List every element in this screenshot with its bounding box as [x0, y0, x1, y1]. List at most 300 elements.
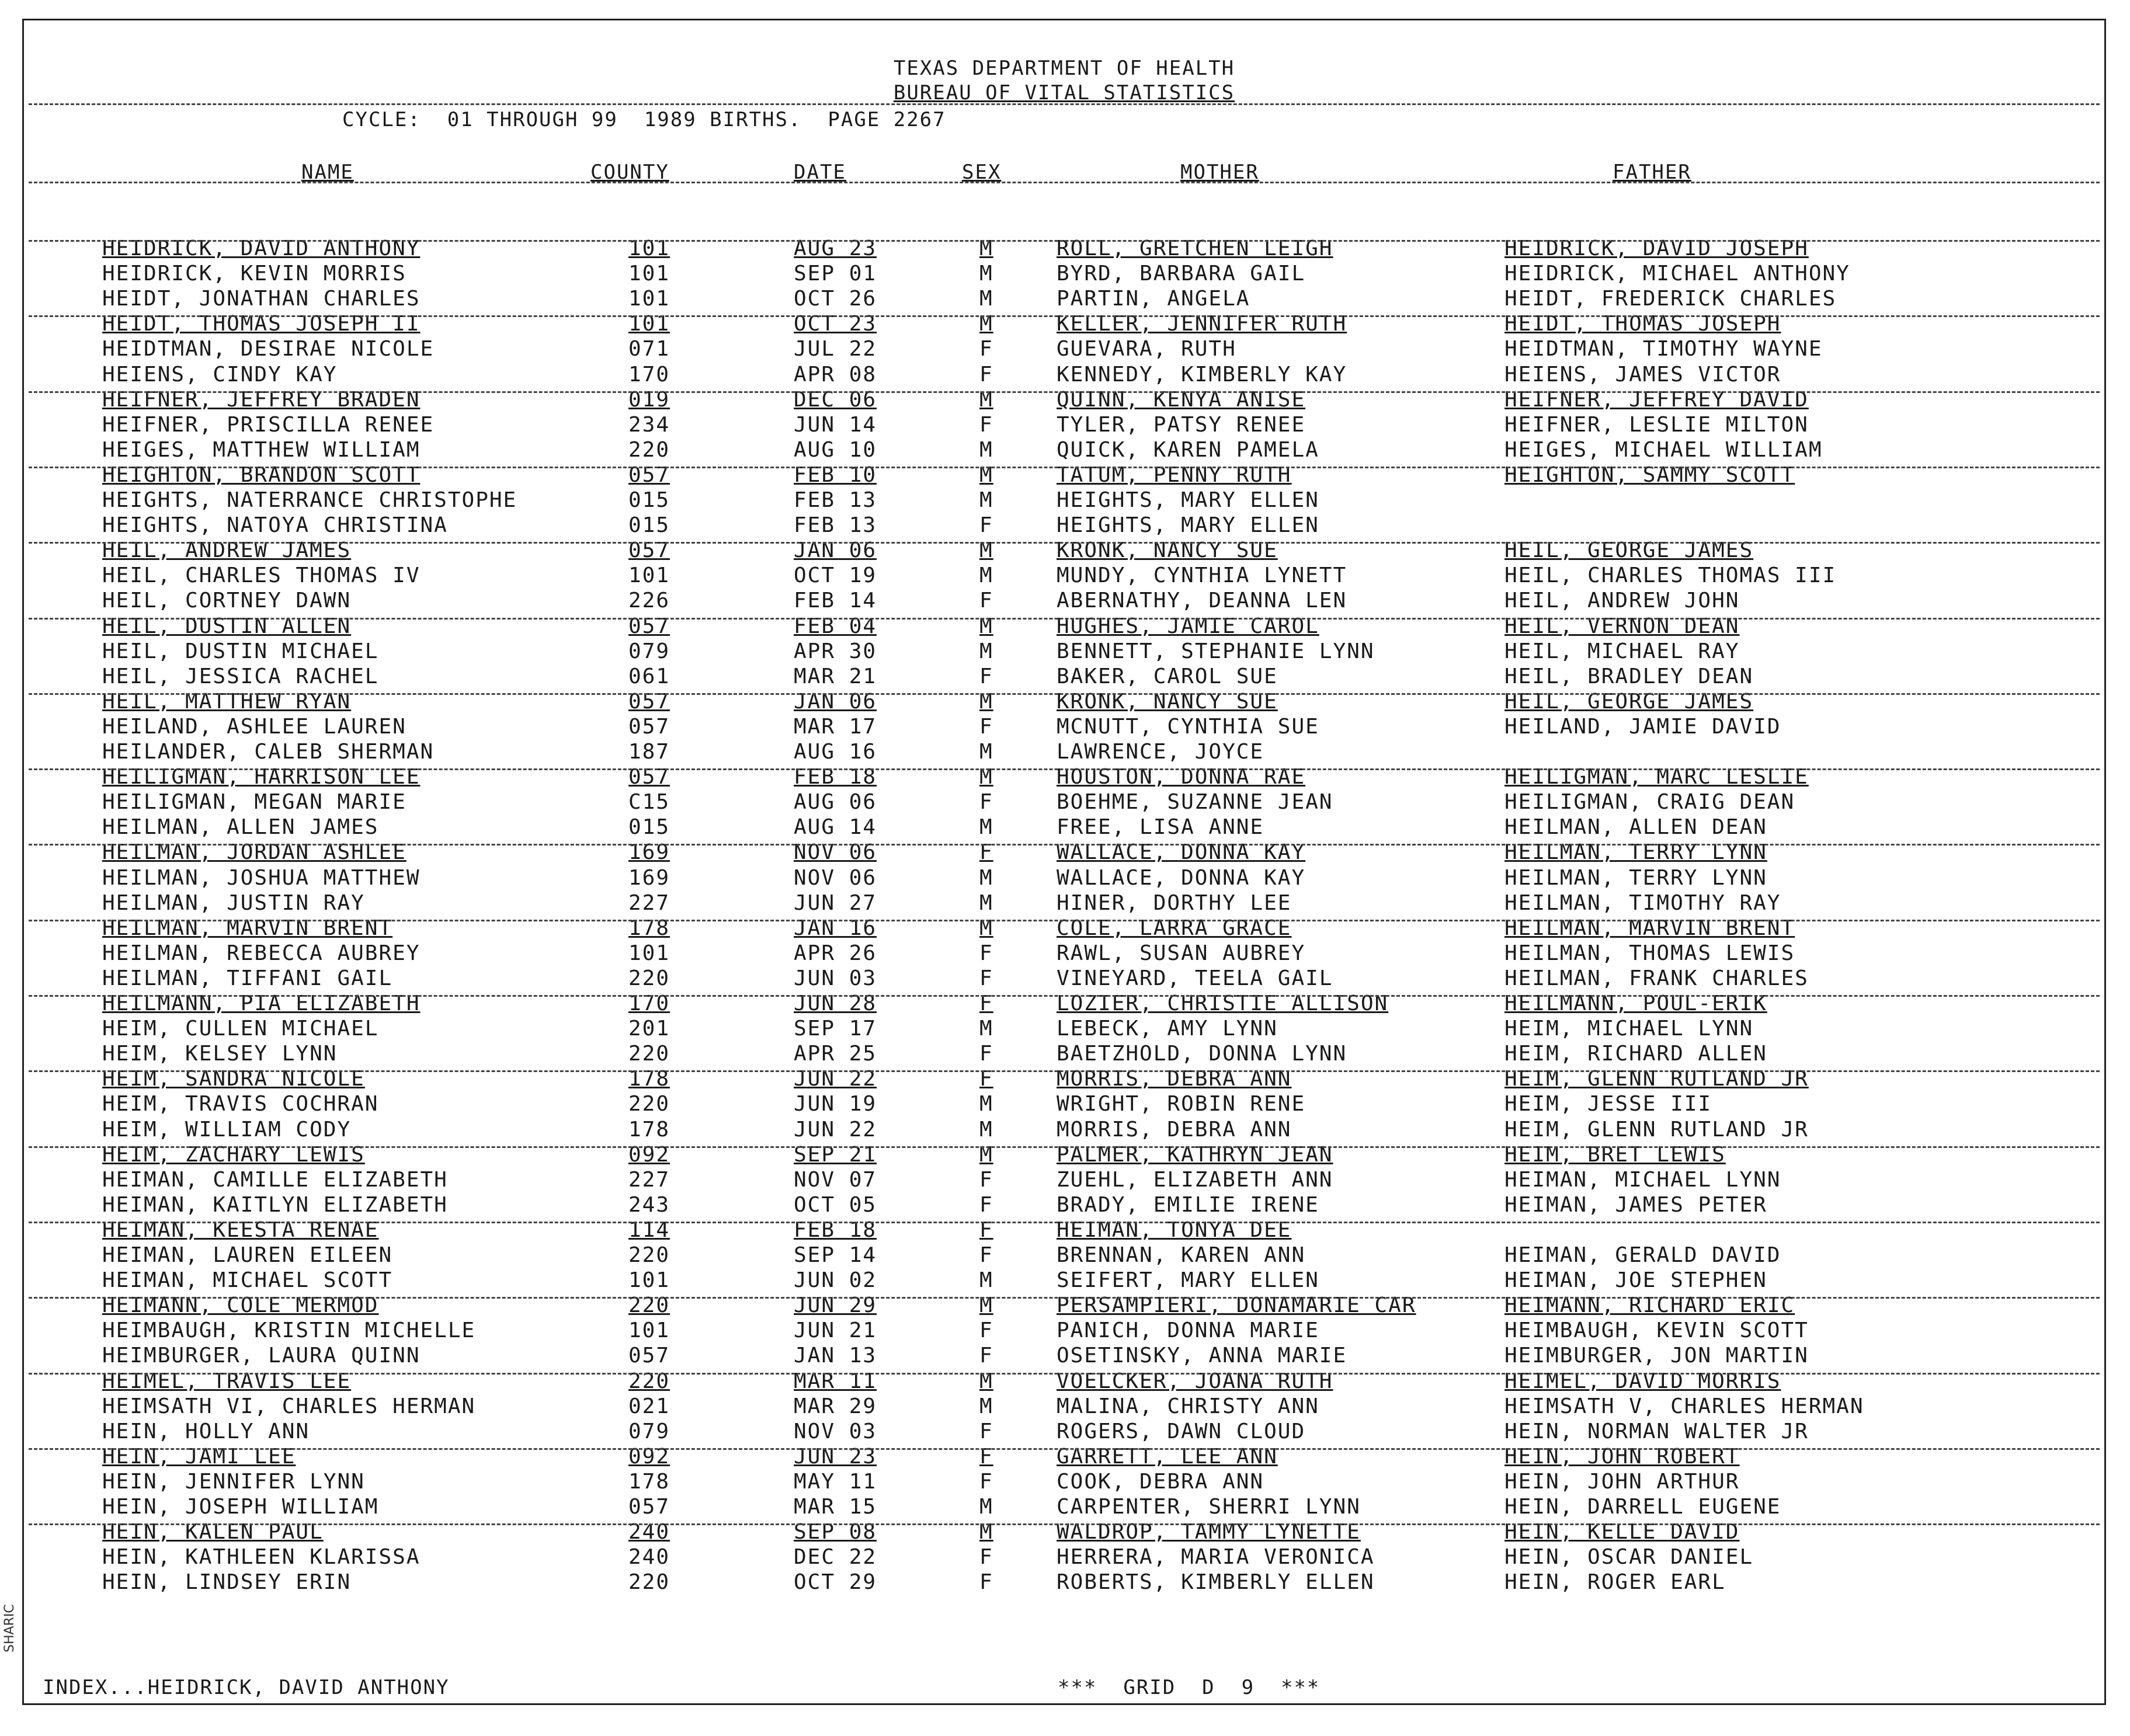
cell-father: HEIDT, THOMAS JOSEPH: [1504, 312, 1781, 336]
cell-mother: GARRETT, LEE ANN: [1057, 1444, 1278, 1469]
cell-father: HEIGES, MICHAEL WILLIAM: [1504, 437, 1823, 462]
cell-father: HEIL, MICHAEL RAY: [1504, 639, 1740, 663]
cell-sex: M: [979, 639, 993, 663]
cell-date: NOV 07: [794, 1167, 877, 1192]
cell-father: HEILMAN, FRANK CHARLES: [1504, 966, 1809, 990]
cell-sex: F: [979, 714, 993, 739]
cell-name: HEIL, ANDREW JAMES: [102, 538, 352, 563]
cell-county: 015: [628, 488, 670, 512]
cell-mother: VINEYARD, TEELA GAIL: [1057, 966, 1333, 990]
cell-father: HEIDT, FREDERICK CHARLES: [1504, 287, 1837, 311]
cell-county: 057: [628, 614, 670, 638]
table-row: [24, 1168, 2104, 1193]
table-row: [24, 1344, 2104, 1369]
cell-date: JUN 22: [794, 1117, 877, 1142]
cell-father: HEILMAN, ALLEN DEAN: [1504, 815, 1767, 840]
cell-sex: M: [979, 262, 993, 286]
table-row: [24, 262, 2104, 287]
cell-county: 227: [628, 890, 670, 915]
cell-county: 057: [628, 1344, 670, 1368]
cell-sex: F: [979, 513, 993, 538]
cell-name: HEIDRICK, DAVID ANTHONY: [102, 236, 421, 260]
cell-mother: BAETZHOLD, DONNA LYNN: [1057, 1042, 1347, 1066]
cell-sex: F: [979, 1067, 993, 1091]
cell-county: 101: [628, 236, 670, 260]
table-row: [24, 815, 2104, 840]
cell-name: HEIGES, MATTHEW WILLIAM: [102, 437, 421, 462]
header-divider: [29, 103, 2100, 105]
cell-name: HEIN, HOLLY ANN: [102, 1419, 310, 1443]
cell-sex: M: [979, 1293, 993, 1318]
cell-sex: M: [979, 387, 993, 412]
cell-date: SEP 14: [794, 1243, 877, 1267]
row-rule: [29, 618, 2100, 620]
table-row: [24, 1545, 2104, 1570]
column-header-county: COUNTY: [590, 161, 669, 184]
cell-name: HEIGHTS, NATOYA CHRISTINA: [102, 513, 448, 538]
cell-name: HEILMAN, MARVIN BRENT: [102, 916, 393, 940]
cell-father: HEIENS, JAMES VICTOR: [1504, 362, 1781, 387]
cell-sex: M: [979, 488, 993, 512]
cell-mother: PALMER, KATHRYN JEAN: [1057, 1142, 1333, 1167]
cell-county: 227: [628, 1167, 670, 1192]
cell-name: HEIMANN, COLE MERMOD: [102, 1293, 379, 1318]
cell-name: HEIFNER, PRISCILLA RENEE: [102, 412, 435, 437]
cell-date: FEB 04: [794, 614, 877, 638]
cell-sex: F: [979, 1469, 993, 1494]
cell-sex: F: [979, 1192, 993, 1217]
row-rule: [29, 920, 2100, 921]
cell-county: 220: [628, 1092, 670, 1116]
cell-date: AUG 14: [794, 815, 877, 840]
table-row: [24, 488, 2104, 513]
cell-mother: HINER, DORTHY LEE: [1057, 890, 1292, 915]
cell-county: 178: [628, 1067, 670, 1091]
cell-mother: OSETINSKY, ANNA MARIE: [1057, 1344, 1347, 1368]
cell-county: 057: [628, 765, 670, 789]
cell-county: 101: [628, 262, 670, 286]
column-header-father: FATHER: [1613, 161, 1691, 184]
row-rule: [29, 768, 2100, 770]
cell-name: HEIM, SANDRA NICOLE: [102, 1067, 365, 1091]
table-row: [24, 337, 2104, 362]
table-row: [24, 388, 2104, 413]
cell-sex: F: [979, 362, 993, 387]
cell-mother: LEBECK, AMY LYNN: [1057, 1017, 1278, 1041]
cell-sex: M: [979, 1092, 993, 1116]
cell-father: HEIN, ROGER EARL: [1504, 1570, 1726, 1595]
cell-date: NOV 06: [794, 865, 877, 890]
cell-date: APR 25: [794, 1042, 877, 1066]
cell-name: HEILIGMAN, MEGAN MARIE: [102, 790, 406, 815]
cell-mother: BRADY, EMILIE IRENE: [1057, 1192, 1319, 1217]
cell-date: MAR 17: [794, 714, 877, 739]
side-mark: SHARIC: [2, 1604, 17, 1652]
cell-county: 015: [628, 513, 670, 538]
table-row: [24, 413, 2104, 438]
cell-name: HEIDRICK, KEVIN MORRIS: [102, 262, 406, 286]
cell-date: SEP 01: [794, 262, 877, 286]
row-rule: [29, 1146, 2100, 1148]
row-rule: [29, 542, 2100, 544]
table-row: [24, 1420, 2104, 1445]
table-row: [24, 513, 2104, 538]
cell-mother: BENNETT, STEPHANIE LYNN: [1057, 639, 1375, 663]
cell-sex: M: [979, 689, 993, 714]
cell-mother: HEIGHTS, MARY ELLEN: [1057, 513, 1319, 538]
table-row: [24, 840, 2104, 865]
cell-county: 101: [628, 287, 670, 311]
row-rule: [29, 844, 2100, 846]
cell-sex: M: [979, 312, 993, 336]
cell-date: APR 30: [794, 639, 877, 663]
cell-sex: M: [979, 1268, 993, 1293]
cell-mother: VOELCKER, JOANA RUTH: [1057, 1369, 1333, 1393]
cell-county: 226: [628, 589, 670, 613]
cell-name: HEIMEL, TRAVIS LEE: [102, 1369, 352, 1393]
cell-mother: CARPENTER, SHERRI LYNN: [1057, 1495, 1361, 1519]
table-row: [24, 665, 2104, 690]
cycle-line: CYCLE: 01 THROUGH 99 1989 BIRTHS. PAGE 2267: [342, 108, 946, 131]
cell-county: 170: [628, 362, 670, 387]
cell-sex: M: [979, 740, 993, 764]
cell-date: JUN 29: [794, 1293, 877, 1318]
row-rule: [29, 240, 2100, 242]
cell-sex: F: [979, 337, 993, 361]
cell-county: 169: [628, 840, 670, 865]
cell-name: HEIM, CULLEN MICHAEL: [102, 1017, 379, 1041]
cell-name: HEILAND, ASHLEE LAUREN: [102, 714, 406, 739]
cell-date: FEB 18: [794, 1217, 877, 1242]
table-row: [24, 941, 2104, 966]
cell-county: 079: [628, 1419, 670, 1443]
cell-father: HEIM, RICHARD ALLEN: [1504, 1042, 1767, 1066]
cell-mother: ROBERTS, KIMBERLY ELLEN: [1057, 1570, 1375, 1595]
table-row: [24, 1369, 2104, 1394]
cell-mother: MORRIS, DEBRA ANN: [1057, 1117, 1292, 1142]
cell-sex: M: [979, 287, 993, 311]
cell-mother: COOK, DEBRA ANN: [1057, 1469, 1264, 1494]
cell-county: 220: [628, 1570, 670, 1595]
table-row: [24, 363, 2104, 388]
cell-father: HEILMAN, TERRY LYNN: [1504, 840, 1767, 865]
cell-sex: M: [979, 815, 993, 840]
cell-date: JAN 06: [794, 538, 877, 563]
table-row: [24, 639, 2104, 665]
cell-father: HEIMEL, DAVID MORRIS: [1504, 1369, 1781, 1393]
cell-county: 220: [628, 966, 670, 990]
row-rule: [29, 1523, 2100, 1525]
cell-mother: WALLACE, DONNA KAY: [1057, 865, 1306, 890]
cell-county: 240: [628, 1520, 670, 1544]
cell-date: AUG 16: [794, 740, 877, 764]
table-row: [24, 1042, 2104, 1067]
cell-father: HEIDRICK, MICHAEL ANTHONY: [1504, 262, 1850, 286]
cell-father: HEIL, GEORGE JAMES: [1504, 689, 1754, 714]
cell-date: JUN 28: [794, 991, 877, 1015]
cell-sex: M: [979, 765, 993, 789]
cell-father: HEIMAN, GERALD DAVID: [1504, 1243, 1781, 1267]
cell-name: HEIDTMAN, DESIRAE NICOLE: [102, 337, 435, 361]
cell-father: HEIL, CHARLES THOMAS III: [1504, 563, 1837, 588]
cell-father: HEILAND, JAMIE DAVID: [1504, 714, 1781, 739]
cell-date: JUN 23: [794, 1444, 877, 1469]
cell-name: HEILMAN, ALLEN JAMES: [102, 815, 379, 840]
cell-sex: F: [979, 412, 993, 437]
row-rule: [29, 1297, 2100, 1299]
cell-date: AUG 06: [794, 790, 877, 815]
cell-sex: F: [979, 1419, 993, 1443]
cell-county: 240: [628, 1545, 670, 1570]
cell-father: HEIFNER, LESLIE MILTON: [1504, 412, 1809, 437]
cell-county: 234: [628, 412, 670, 437]
cell-mother: HUGHES, JAMIE CAROL: [1057, 614, 1319, 638]
cell-father: HEILMANN, POUL-ERIK: [1504, 991, 1767, 1015]
cell-father: HEIDRICK, DAVID JOSEPH: [1504, 236, 1809, 260]
cell-county: 178: [628, 1117, 670, 1142]
cell-mother: HOUSTON, DONNA RAE: [1057, 765, 1306, 789]
cell-county: 015: [628, 815, 670, 840]
cell-father: HEIM, GLENN RUTLAND JR: [1504, 1067, 1809, 1091]
cell-name: HEIL, CHARLES THOMAS IV: [102, 563, 421, 588]
cell-date: JUN 22: [794, 1067, 877, 1091]
table-row: [24, 563, 2104, 589]
row-rule: [29, 391, 2100, 393]
cell-name: HEIM, KELSEY LYNN: [102, 1042, 338, 1066]
cell-date: OCT 23: [794, 312, 877, 336]
cell-date: NOV 03: [794, 1419, 877, 1443]
table-row: [24, 916, 2104, 941]
cell-mother: ZUEHL, ELIZABETH ANN: [1057, 1167, 1333, 1192]
cell-sex: M: [979, 1117, 993, 1142]
cell-father: HEIL, GEORGE JAMES: [1504, 538, 1754, 563]
table-row: [24, 1092, 2104, 1117]
cell-date: MAR 11: [794, 1369, 877, 1393]
cell-sex: M: [979, 865, 993, 890]
cell-date: SEP 21: [794, 1142, 877, 1167]
cell-mother: SEIFERT, MARY ELLEN: [1057, 1268, 1319, 1293]
cell-father: HEILMAN, MARVIN BRENT: [1504, 916, 1795, 940]
cell-name: HEIL, JESSICA RACHEL: [102, 664, 379, 688]
table-row: [24, 312, 2104, 337]
table-row: [24, 966, 2104, 991]
table-row: [24, 715, 2104, 740]
cell-name: HEIGHTS, NATERRANCE CHRISTOPHE: [102, 488, 517, 512]
cell-father: HEIFNER, JEFFREY DAVID: [1504, 387, 1809, 412]
cell-date: JAN 13: [794, 1344, 877, 1368]
cell-father: HEIGHTON, SAMMY SCOTT: [1504, 462, 1795, 487]
cell-mother: TYLER, PATSY RENEE: [1057, 412, 1306, 437]
cell-sex: M: [979, 563, 993, 588]
cell-sex: F: [979, 991, 993, 1015]
cell-mother: PERSAMPIERI, DONAMARIE CAR: [1057, 1293, 1416, 1318]
cell-sex: F: [979, 840, 993, 865]
table-row: [24, 866, 2104, 891]
cell-name: HEIM, TRAVIS COCHRAN: [102, 1092, 379, 1116]
cell-sex: M: [979, 916, 993, 940]
cell-sex: F: [979, 966, 993, 990]
cell-name: HEIDT, THOMAS JOSEPH II: [102, 312, 421, 336]
cell-mother: LAWRENCE, JOYCE: [1057, 740, 1264, 764]
row-rule: [29, 1448, 2100, 1450]
cell-mother: BAKER, CAROL SUE: [1057, 664, 1278, 688]
table-row: [24, 991, 2104, 1017]
cell-father: HEIN, JOHN ROBERT: [1504, 1444, 1740, 1469]
index-footer: INDEX...HEIDRICK, DAVID ANTHONY: [43, 1676, 450, 1699]
cell-date: AUG 23: [794, 236, 877, 260]
cell-name: HEIMAN, MICHAEL SCOTT: [102, 1268, 393, 1293]
cell-name: HEIL, DUSTIN MICHAEL: [102, 639, 379, 663]
cell-county: 201: [628, 1017, 670, 1041]
cell-sex: F: [979, 1344, 993, 1368]
cell-name: HEILIGMAN, HARRISON LEE: [102, 765, 421, 789]
table-row: [24, 287, 2104, 312]
table-row: [24, 1067, 2104, 1092]
cell-mother: RAWL, SUSAN AUBREY: [1057, 941, 1306, 965]
cell-mother: LOZIER, CHRISTIE ALLISON: [1057, 991, 1389, 1015]
cell-mother: QUICK, KAREN PAMELA: [1057, 437, 1319, 462]
cell-sex: M: [979, 462, 993, 487]
table-row: [24, 538, 2104, 563]
cell-date: FEB 13: [794, 513, 877, 538]
table-row: [24, 1118, 2104, 1143]
cell-sex: M: [979, 614, 993, 638]
table-row: [24, 1193, 2104, 1218]
cell-mother: BYRD, BARBARA GAIL: [1057, 262, 1306, 286]
cell-date: APR 08: [794, 362, 877, 387]
cell-name: HEIL, MATTHEW RYAN: [102, 689, 352, 714]
cell-sex: M: [979, 538, 993, 563]
cell-county: 178: [628, 1469, 670, 1494]
cell-mother: KENNEDY, KIMBERLY KAY: [1057, 362, 1347, 387]
cell-sex: F: [979, 1217, 993, 1242]
cell-father: HEILMAN, THOMAS LEWIS: [1504, 941, 1795, 965]
row-rule: [29, 1373, 2100, 1375]
cell-mother: MORRIS, DEBRA ANN: [1057, 1067, 1292, 1091]
cell-county: 061: [628, 664, 670, 688]
cell-father: HEIL, BRADLEY DEAN: [1504, 664, 1754, 688]
table-row: [24, 1318, 2104, 1344]
table-row: [24, 1143, 2104, 1168]
cell-county: 071: [628, 337, 670, 361]
cell-father: HEIMSATH V, CHARLES HERMAN: [1504, 1394, 1864, 1418]
cell-father: HEIMBAUGH, KEVIN SCOTT: [1504, 1318, 1809, 1343]
cell-county: 057: [628, 1495, 670, 1519]
cell-mother: HEIGHTS, MARY ELLEN: [1057, 488, 1319, 512]
cell-name: HEIL, CORTNEY DAWN: [102, 589, 352, 613]
table-row: [24, 891, 2104, 916]
table-row: [24, 690, 2104, 715]
cell-county: 092: [628, 1444, 670, 1469]
table-row: [24, 1218, 2104, 1243]
table-row: [24, 589, 2104, 614]
cell-date: MAR 15: [794, 1495, 877, 1519]
cell-date: FEB 10: [794, 462, 877, 487]
row-rule: [29, 995, 2100, 997]
cell-father: HEIL, VERNON DEAN: [1504, 614, 1740, 638]
cell-name: HEIMAN, CAMILLE ELIZABETH: [102, 1167, 448, 1192]
cell-county: 079: [628, 639, 670, 663]
row-rule: [29, 1070, 2100, 1072]
cell-name: HEIMBURGER, LAURA QUINN: [102, 1344, 421, 1368]
cell-father: HEILIGMAN, CRAIG DEAN: [1504, 790, 1795, 815]
cell-date: FEB 14: [794, 589, 877, 613]
cell-county: 057: [628, 689, 670, 714]
cell-mother: ROLL, GRETCHEN LEIGH: [1057, 236, 1333, 260]
cell-name: HEIMAN, KAITLYN ELIZABETH: [102, 1192, 448, 1217]
table-row: [24, 740, 2104, 765]
cell-sex: F: [979, 941, 993, 965]
cell-date: APR 26: [794, 941, 877, 965]
cell-date: JAN 16: [794, 916, 877, 940]
cell-sex: M: [979, 1369, 993, 1393]
cell-date: DEC 06: [794, 387, 877, 412]
cell-mother: FREE, LISA ANNE: [1057, 815, 1264, 840]
cell-date: OCT 05: [794, 1192, 877, 1217]
table-row: [24, 614, 2104, 639]
cell-date: MAR 21: [794, 664, 877, 688]
cell-mother: WALDROP, TAMMY LYNETTE: [1057, 1520, 1361, 1544]
cell-father: HEILIGMAN, MARC LESLIE: [1504, 765, 1809, 789]
cell-mother: KELLER, JENNIFER RUTH: [1057, 312, 1347, 336]
cell-date: AUG 10: [794, 437, 877, 462]
cell-county: 114: [628, 1217, 670, 1242]
cell-name: HEIMBAUGH, KRISTIN MICHELLE: [102, 1318, 476, 1343]
cell-county: 170: [628, 991, 670, 1015]
cell-mother: COLE, LARRA GRACE: [1057, 916, 1292, 940]
cell-mother: PARTIN, ANGELA: [1057, 287, 1250, 311]
cell-mother: MCNUTT, CYNTHIA SUE: [1057, 714, 1319, 739]
cell-name: HEILMAN, TIFFANI GAIL: [102, 966, 393, 990]
cell-county: 101: [628, 312, 670, 336]
cell-date: FEB 18: [794, 765, 877, 789]
table-row: [24, 1445, 2104, 1470]
cell-date: JUN 14: [794, 412, 877, 437]
cell-county: 057: [628, 462, 670, 487]
cell-father: HEIN, JOHN ARTHUR: [1504, 1469, 1740, 1494]
cell-name: HEIN, KATHLEEN KLARISSA: [102, 1545, 421, 1570]
cell-mother: WRIGHT, ROBIN RENE: [1057, 1092, 1306, 1116]
table-row: [24, 1293, 2104, 1318]
cell-father: HEIM, BRET LEWIS: [1504, 1142, 1726, 1167]
cell-sex: F: [979, 1318, 993, 1343]
cell-county: 220: [628, 1243, 670, 1267]
cell-name: HEIENS, CINDY KAY: [102, 362, 338, 387]
cell-father: HEIM, JESSE III: [1504, 1092, 1712, 1116]
cell-date: MAY 11: [794, 1469, 877, 1494]
cell-county: 178: [628, 916, 670, 940]
cell-county: 101: [628, 1268, 670, 1293]
cell-county: 019: [628, 387, 670, 412]
cell-date: SEP 08: [794, 1520, 877, 1544]
cell-father: HEIN, KELLE DAVID: [1504, 1520, 1740, 1544]
cell-county: 169: [628, 865, 670, 890]
cell-father: HEIN, DARRELL EUGENE: [1504, 1495, 1781, 1519]
table-row: [24, 765, 2104, 790]
cell-father: HEIM, MICHAEL LYNN: [1504, 1017, 1754, 1041]
cell-mother: GUEVARA, RUTH: [1057, 337, 1236, 361]
cell-mother: WALLACE, DONNA KAY: [1057, 840, 1306, 865]
cell-father: HEIMAN, JAMES PETER: [1504, 1192, 1767, 1217]
cell-sex: F: [979, 589, 993, 613]
cell-county: 101: [628, 1318, 670, 1343]
cell-county: 057: [628, 714, 670, 739]
cell-mother: QUINN, KENYA ANISE: [1057, 387, 1306, 412]
cell-county: 187: [628, 740, 670, 764]
cell-name: HEIN, JOSEPH WILLIAM: [102, 1495, 379, 1519]
cell-sex: F: [979, 790, 993, 815]
cell-name: HEIMAN, LAUREN EILEEN: [102, 1243, 393, 1267]
